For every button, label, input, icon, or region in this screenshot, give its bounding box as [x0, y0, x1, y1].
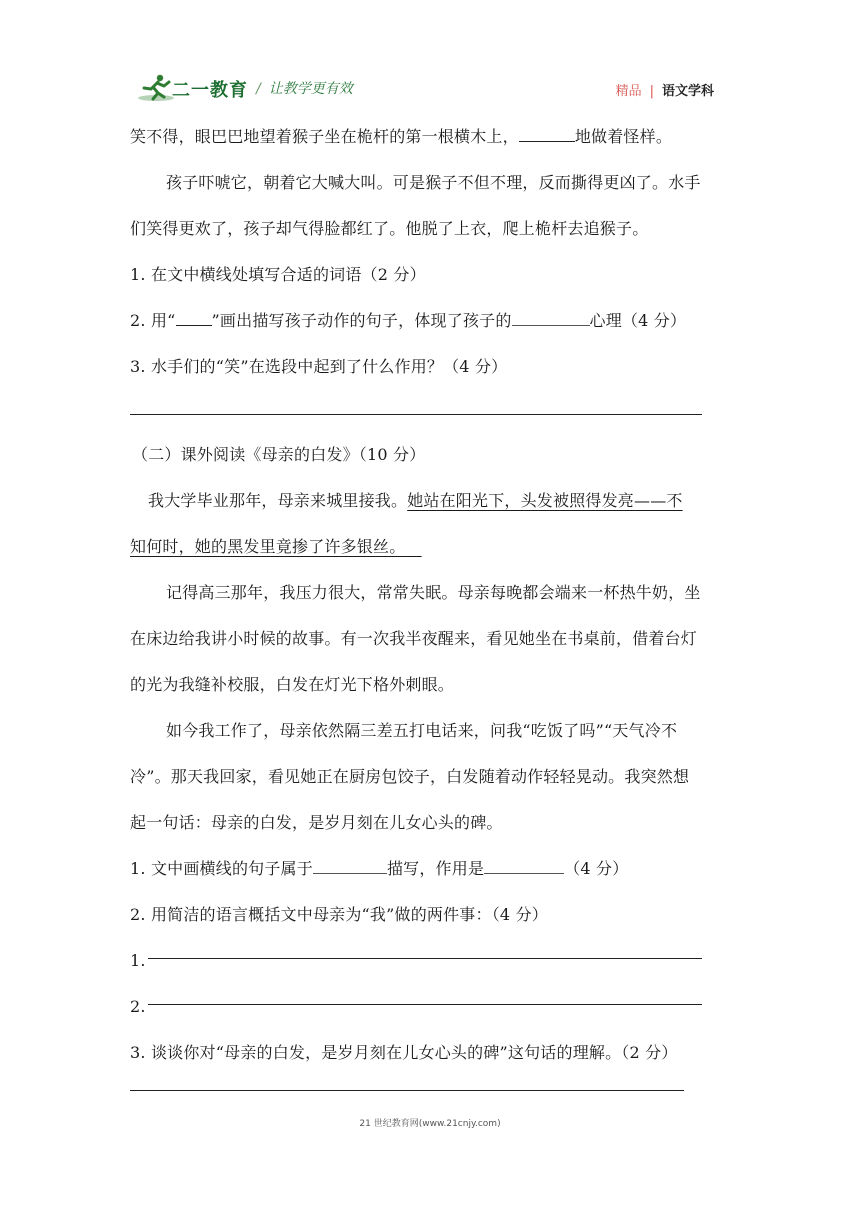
question-text: （4 分）	[564, 859, 629, 878]
question-5: 2. 用简洁的语言概括文中母亲为“我”做的两件事：（4 分）	[130, 905, 548, 924]
answer-line[interactable]	[148, 958, 702, 959]
question-6: 3. 谈谈你对“母亲的白发，是岁月刻在儿女心头的碑”这句话的理解。（2 分）	[130, 1043, 678, 1062]
passage-line-8: 的光为我缝补校服，白发在灯光下格外刺眼。	[130, 675, 455, 694]
underlined-sentence: 她站在阳光下，头发被照得发亮——不	[407, 491, 683, 510]
fill-blank[interactable]	[519, 126, 575, 142]
question-4	[130, 858, 628, 880]
passage-line-7: 在床边给我讲小时候的故事。有一次我半夜醒来，看见她坐在书桌前，借着台灯	[130, 629, 698, 648]
answer-line[interactable]	[148, 1004, 702, 1005]
question-text: 2. 用“	[130, 311, 176, 330]
question-3: 3. 水手们的“笑”在选段中起到了什么作用？（4 分）	[130, 357, 508, 376]
passage-line-5	[130, 536, 422, 558]
passage-line-4	[148, 490, 683, 512]
slogan-text: 让教学更有效	[268, 81, 353, 97]
question-text: 描写，作用是	[386, 859, 485, 878]
answer-label-1: 1.	[130, 951, 146, 970]
fill-blank[interactable]	[512, 310, 590, 326]
question-text: ”画出描写孩子动作的句子，体现了孩子的	[211, 311, 512, 330]
answer-line[interactable]	[130, 414, 702, 415]
header-separator: |	[649, 84, 654, 99]
slash-divider: /	[256, 81, 261, 97]
fill-blank[interactable]	[484, 858, 564, 874]
passage-text: 笑不得，眼巴巴地望着猴子坐在桅杆的第一根横木上，	[130, 127, 519, 146]
passage-text: 我大学毕业那年，母亲来城里接我。	[148, 491, 408, 510]
runner-logo-icon	[136, 72, 176, 104]
answer-line[interactable]	[130, 1090, 684, 1091]
brand-right	[616, 80, 714, 99]
jingpin-label: 精品	[615, 84, 642, 99]
subject-label: 语文学科	[661, 84, 714, 99]
passage-text: 地做着怪样。	[574, 127, 673, 146]
section-title: （二）课外阅读《母亲的白发》（10 分）	[132, 445, 426, 464]
logo-text: 二一教育	[172, 80, 248, 101]
underline-sample	[176, 310, 212, 326]
question-text: 1. 文中画横线的句子属于	[130, 859, 313, 878]
passage-line-10: 冷”。那天我回家，看见她正在厨房包饺子，白发随着动作轻轻晃动。我突然想	[130, 767, 690, 786]
answer-label-2: 2.	[130, 997, 146, 1016]
passage-line-6: 记得高三那年，我压力很大，常常失眠。母亲每晚都会端来一杯热牛奶，坐	[166, 583, 701, 602]
passage-line-1	[130, 126, 672, 148]
underlined-sentence: 知何时，她的黑发里竟掺了许多银丝。	[130, 537, 406, 556]
passage-line-9: 如今我工作了，母亲依然隔三差五打电话来，问我“吃饭了吗”“天气冷不	[166, 721, 678, 740]
page-footer: 21 世纪教育网(www.21cnjy.com)	[359, 1119, 501, 1129]
logo	[136, 74, 254, 104]
question-2	[130, 310, 686, 332]
passage-line-2: 孩子吓唬它，朝着它大喊大叫。可是猴子不但不理，反而撕得更凶了。水手	[166, 173, 701, 192]
page-header	[136, 66, 728, 110]
passage-line-3: 们笑得更欢了，孩子却气得脸都红了。他脱了上衣，爬上桅杆去追猴子。	[130, 219, 649, 238]
fill-blank[interactable]	[313, 858, 387, 874]
slogan	[256, 78, 353, 98]
question-1: 1. 在文中横线处填写合适的词语（2 分）	[130, 265, 426, 284]
passage-line-11: 起一句话：母亲的白发，是岁月刻在儿女心头的碑。	[130, 813, 503, 832]
question-text: 心理（4 分）	[589, 311, 687, 330]
